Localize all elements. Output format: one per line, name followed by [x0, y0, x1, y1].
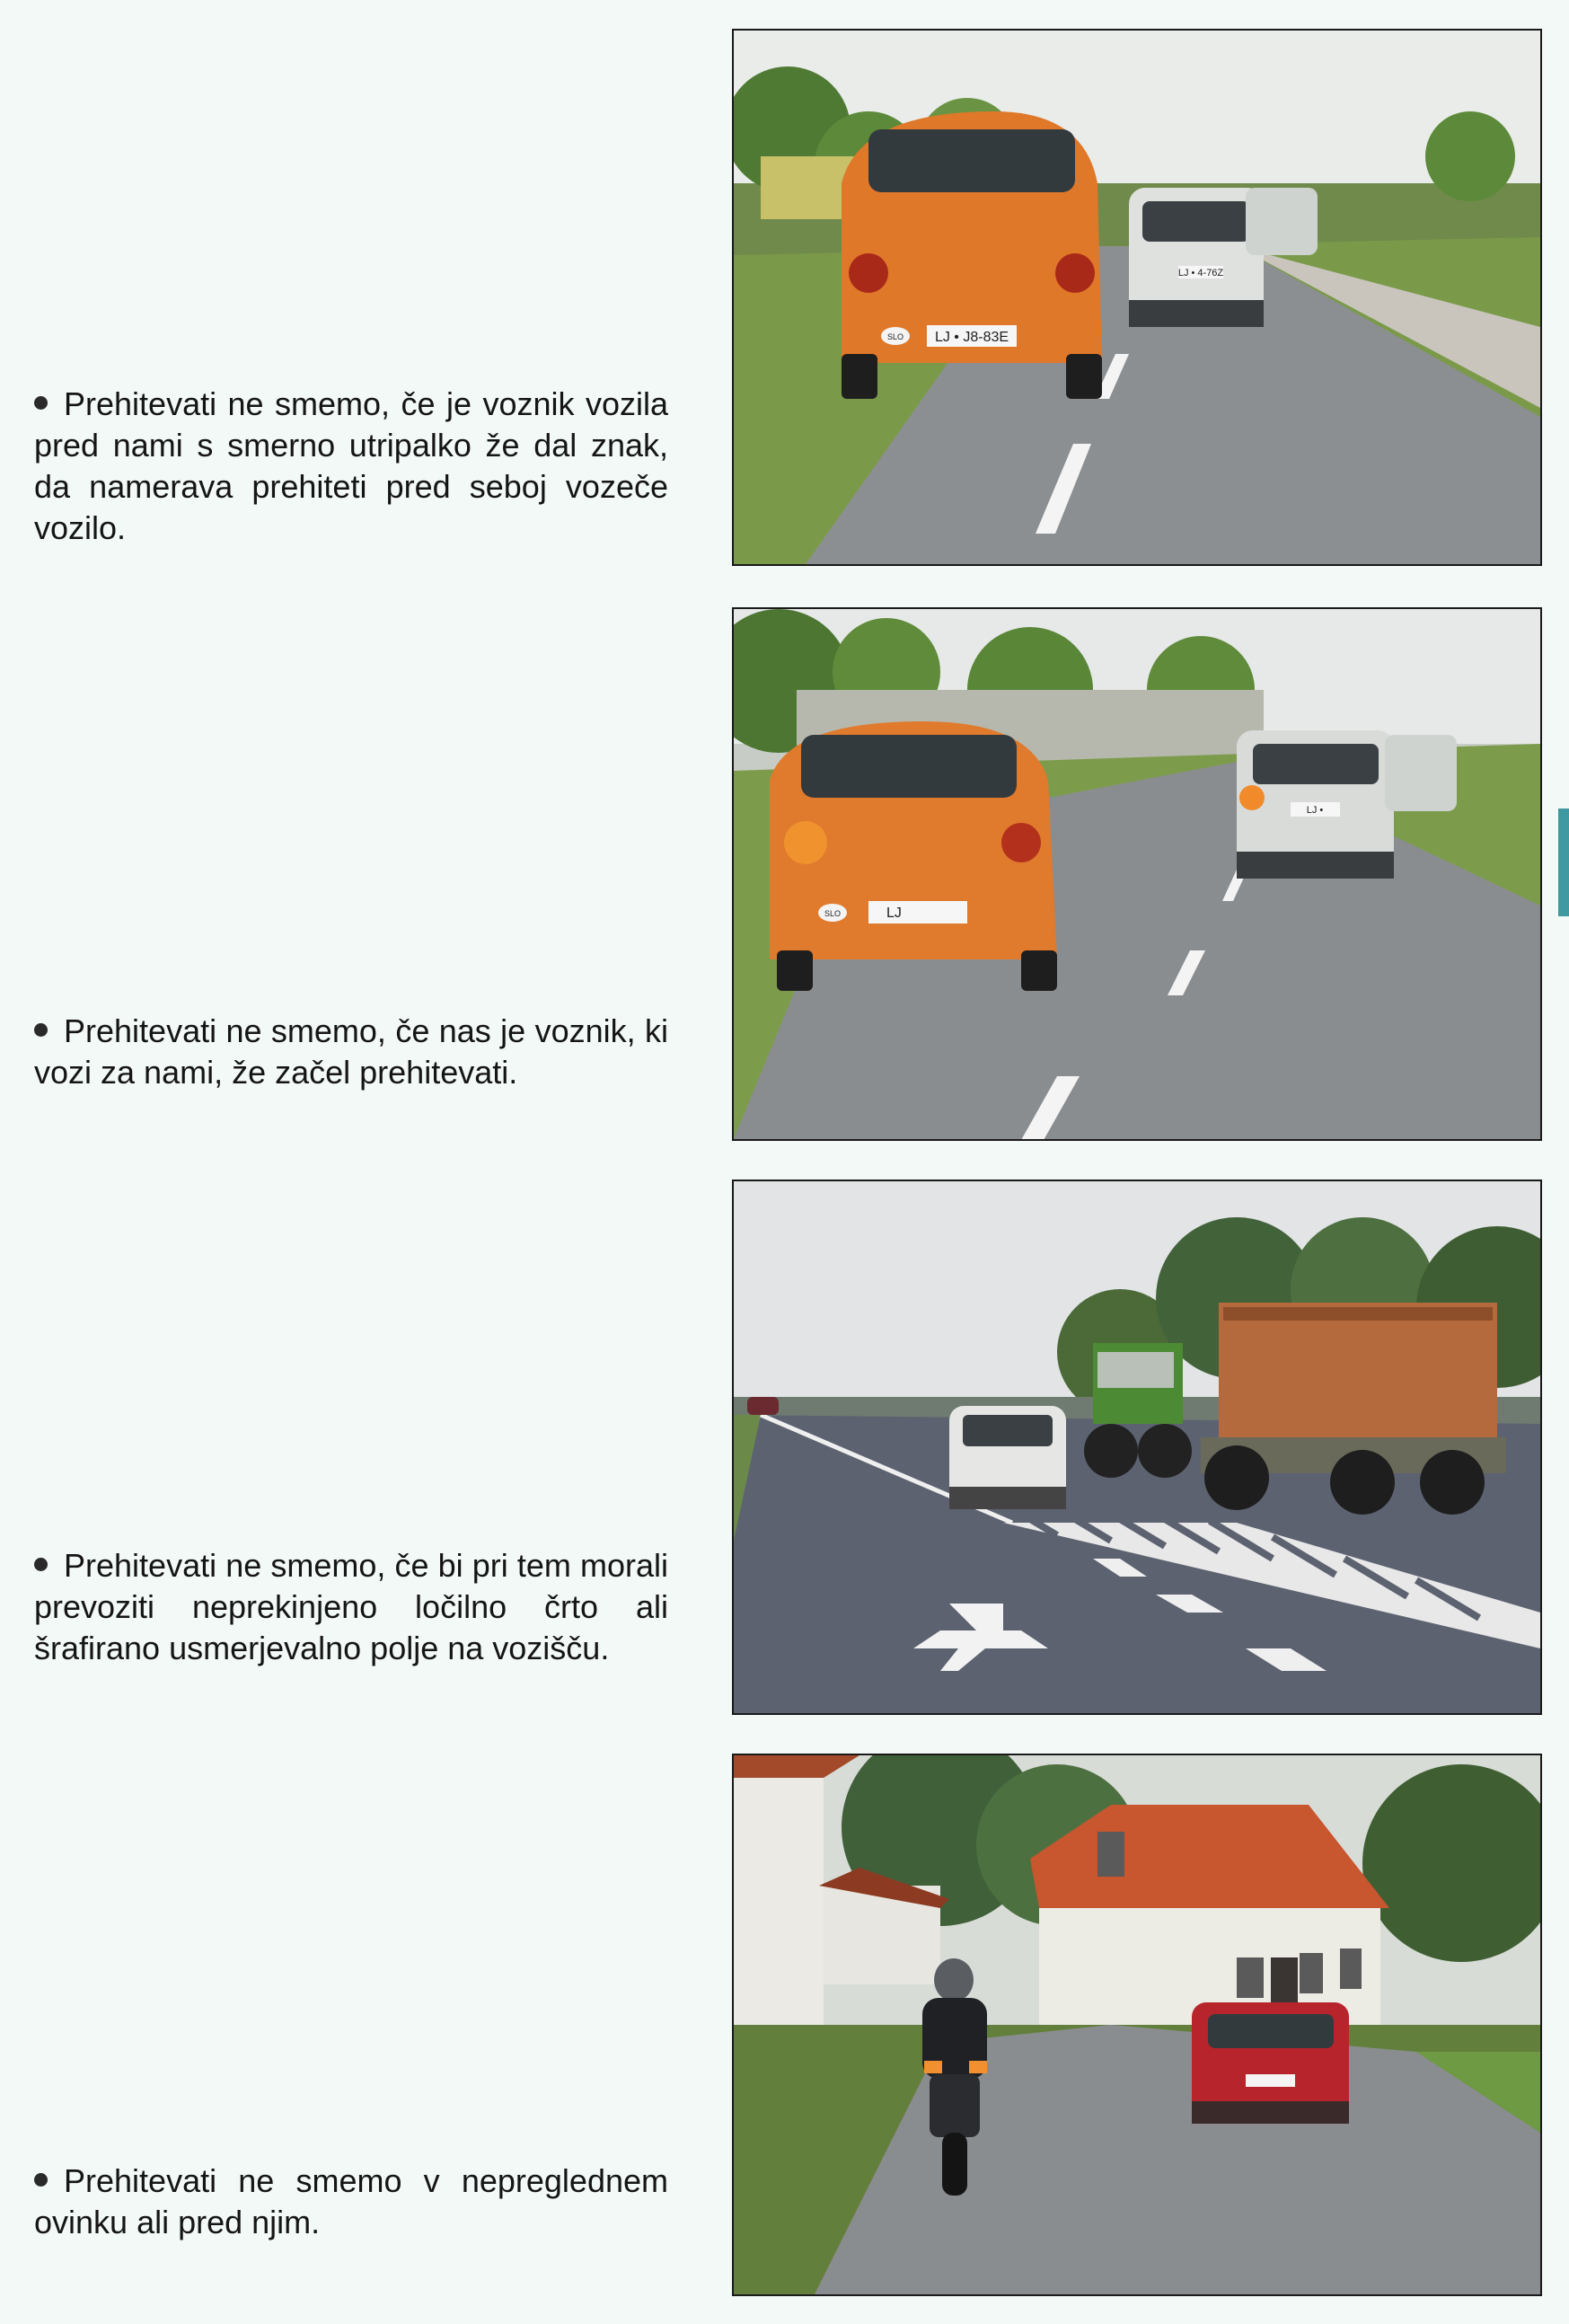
plate-orange-car-1: LJ • J8-83E — [934, 330, 1009, 345]
section-tab-marker — [1558, 809, 1569, 916]
plate-white-car-1: LJ • 4-76Z — [1177, 268, 1224, 278]
rule-paragraph-2: Prehitevati ne smemo, če nas je voznik, ki vozi za nami, že začel prehitevati. — [34, 1012, 668, 1091]
photo-car-signalling-overtake — [732, 29, 1542, 566]
country-sticker-2: SLO — [824, 909, 842, 918]
photo-1-illustration — [734, 31, 1540, 564]
rule-paragraph-3: Prehitevati ne smemo, če bi pri tem morali prevoziti neprekinjeno ločilno črto ali šrafirano usmerjevalno polje na vozišču. — [34, 1547, 668, 1666]
bullet-icon — [34, 396, 48, 410]
photo-4-illustration — [734, 1755, 1540, 2294]
country-sticker-1: SLO — [886, 332, 904, 341]
photo-3-illustration — [734, 1181, 1540, 1713]
plate-white-car-2: LJ • — [1306, 805, 1324, 816]
rule-paragraph-4: Prehitevati ne smemo v nepreglednem ovinku ali pred njim. — [34, 2162, 668, 2240]
photo-blind-curve — [732, 1754, 1542, 2296]
bullet-icon — [34, 1023, 48, 1037]
rule-paragraph-1: Prehitevati ne smemo, če je voznik vozila pred nami s smerno utripalko že dal znak, da namerava prehiteti pred seboj vozeče vozilo. — [34, 385, 668, 546]
bullet-icon — [34, 1558, 48, 1571]
photo-solid-line-hatched-area — [732, 1180, 1542, 1715]
photo-2-illustration — [734, 609, 1540, 1139]
photo-being-overtaken — [732, 607, 1542, 1141]
plate-orange-car-2: LJ — [886, 906, 902, 921]
bullet-icon — [34, 2173, 48, 2187]
